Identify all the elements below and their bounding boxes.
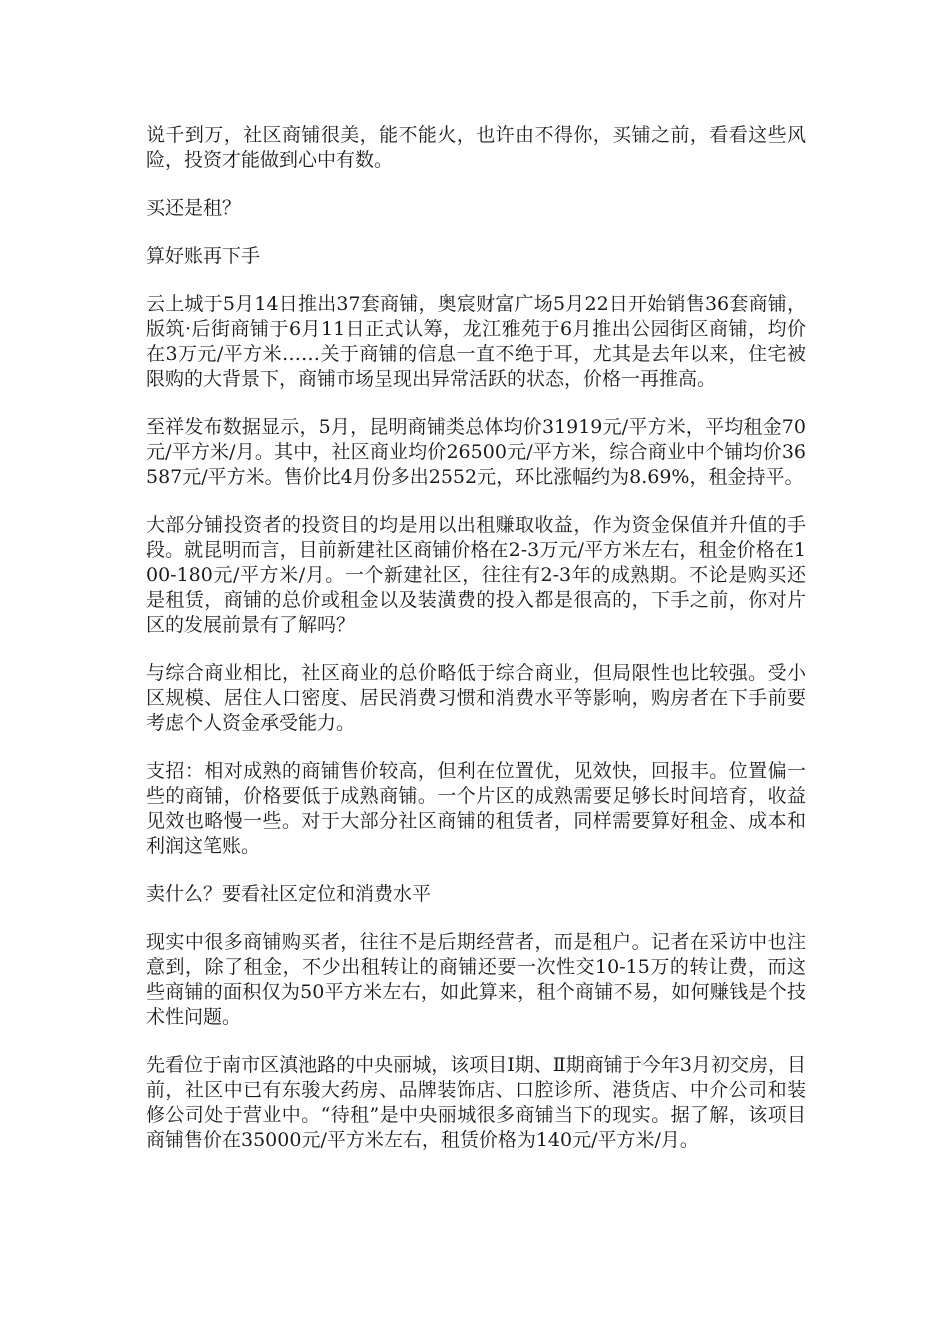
paragraph-market-info: 云上城于5月14日推出37套商铺，奥宸财富广场5月22日开始销售36套商铺，版筑·后街商铺于6月11日正式认筹，龙江雅苑于6月推出公园街区商铺，均价在3万元/平方米……关于商铺的信息一直不绝于耳，尤其是去年以来，住宅被限购的大背景下，商铺市场呈现出异常活跃的状态，价格一再推高。 (146, 293, 806, 390)
section-heading-buy-or-rent: 买还是租？ (146, 197, 242, 219)
section-subheading-calculate: 算好账再下手 (146, 245, 261, 267)
paragraph-tips: 支招：相对成熟的商铺售价较高，但利在位置优，见效快，回报丰。位置偏一些的商铺，价格要低于成熟商铺。一个片区的成熟需要足够长时间培育，收益见效也略慢一些。对于大部分社区商铺的租赁者，同样需要算好租金、成本和利润这笔账。 (146, 760, 806, 857)
document-body (146, 123, 806, 1176)
paragraph-comparison: 与综合商业相比，社区商业的总价略低于综合商业，但局限性也比较强。受小区规模、居住人口密度、居民消费习惯和消费水平等影响，购房者在下手前要考虑个人资金承受能力。 (146, 662, 806, 734)
section-heading-what-to-sell: 卖什么？要看社区定位和消费水平 (146, 883, 432, 905)
paragraph-tenants: 现实中很多商铺购买者，往往不是后期经营者，而是租户。记者在采访中也注意到，除了租金，不少出租转让的商铺还要一次性交10-15万的转让费，而这些商铺的面积仅为50平方米左右，如此算来，租个商铺不易，如何赚钱是个技术性问题。 (146, 931, 806, 1028)
paragraph-intro: 说千到万，社区商铺很美，能不能火，也许由不得你，买铺之前，看看这些风险，投资才能做到心中有数。 (146, 124, 806, 171)
paragraph-case-study: 先看位于南市区滇池路的中央丽城，该项目Ⅰ期、Ⅱ期商铺于今年3月初交房，目前，社区中已有东骏大药房、品牌装饰店、口腔诊所、港货店、中介公司和装修公司处于营业中。“待租”是中央丽城很多商铺当下的现实。据了解，该项目商铺售价在35000元/平方米左右，租赁价格为140元/平方米/月。 (146, 1054, 806, 1151)
paragraph-price-data: 至祥发布数据显示，5月，昆明商铺类总体均价31919元/平方米，平均租金70元/平方米/月。其中，社区商业均价26500元/平方米，综合商业中个铺均价36587元/平方米。售价比4月份多出2552元，环比涨幅约为8.69%，租金持平。 (146, 416, 806, 488)
paragraph-investment-purpose: 大部分铺投资者的投资目的均是用以出租赚取收益，作为资金保值并升值的手段。就昆明而言，目前新建社区商铺价格在2-3万元/平方米左右，租金价格在100-180元/平方米/月。一个新建社区，往往有2-3年的成熟期。不论是购买还是租赁，商铺的总价或租金以及装潢费的投入都是很高的，下手之前，你对片区的发展前景有了解吗？ (146, 514, 806, 636)
